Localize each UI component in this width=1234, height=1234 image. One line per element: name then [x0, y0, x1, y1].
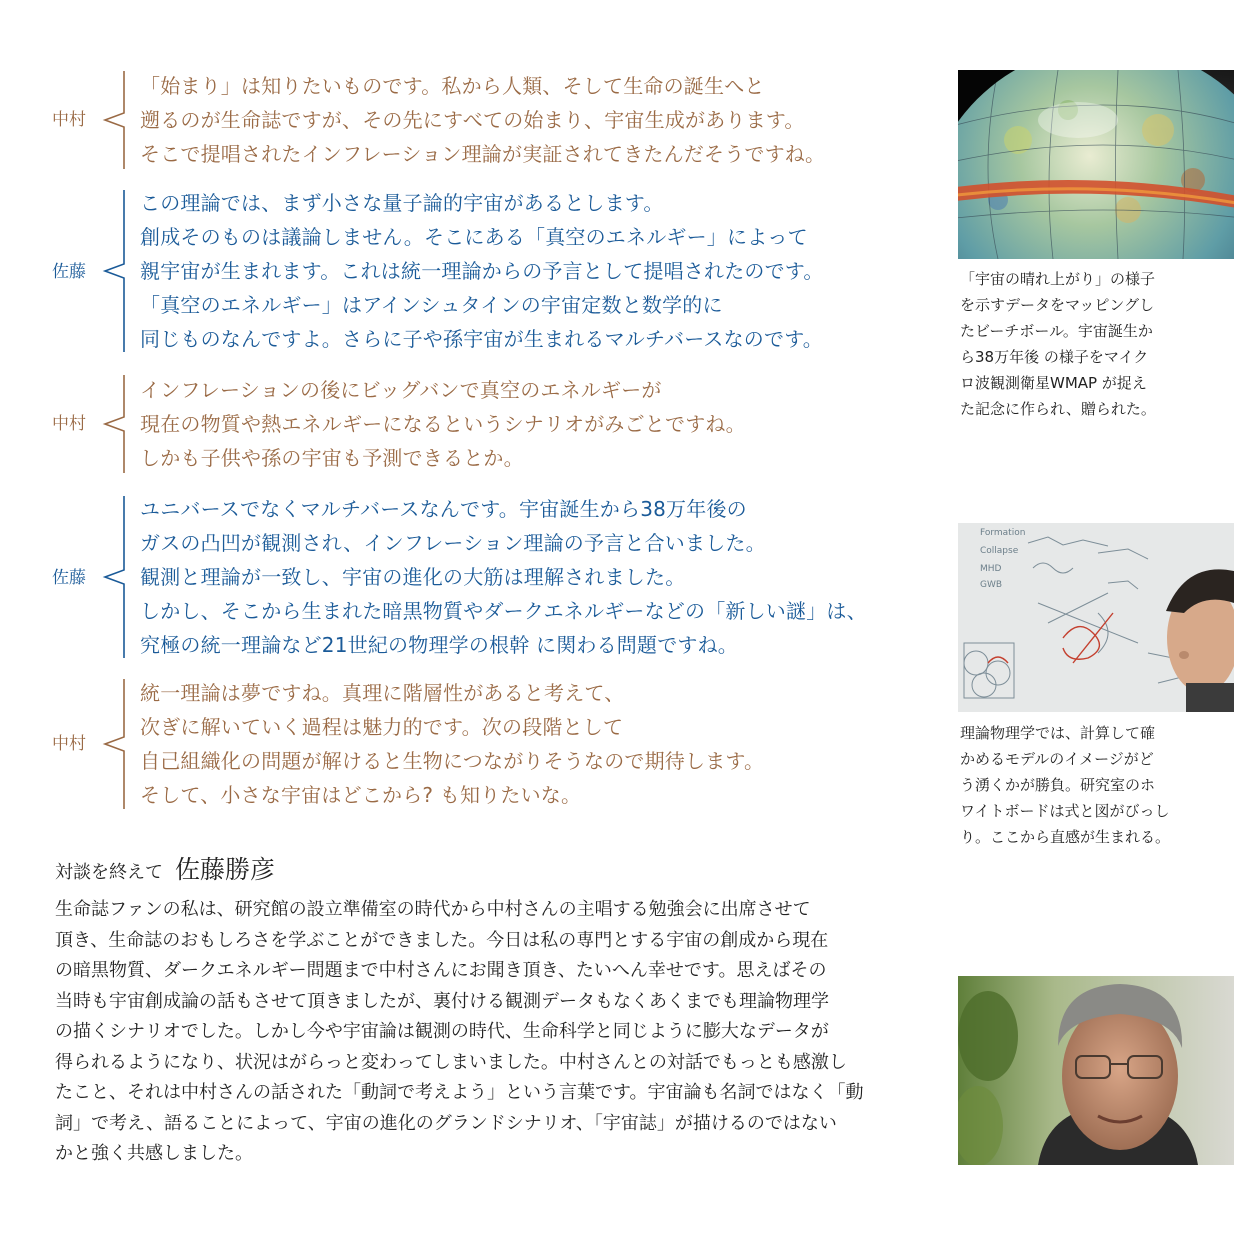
caption-line: た記念に作られ、贈られた。 [960, 400, 1156, 418]
caption-line: かめるモデルのイメージがど [960, 750, 1154, 768]
speaker-bracket [100, 69, 130, 171]
whiteboard-text: Collapse [980, 546, 1019, 556]
dialogue-line: 創成そのものは議論しません。そこにある「真空のエネルギー」によって [140, 225, 808, 249]
dialogue-lines [140, 676, 764, 812]
afterword-label: 対談を終えて [55, 862, 163, 883]
dialogue-line: 統一理論は夢ですね。真理に階層性があると考えて、 [140, 681, 625, 705]
dialogue-block-3 [0, 373, 920, 475]
speaker-bracket [100, 186, 130, 356]
caption-line: たビーチボール。宇宙誕生か [960, 322, 1153, 340]
speaker-bracket [100, 676, 130, 812]
dialogue-line: インフレーションの後にビッグバンで真空のエネルギーが [140, 378, 662, 402]
caption-line: り。ここから直感が生まれる。 [960, 828, 1171, 846]
speaker-bracket [100, 373, 130, 475]
dialogue-lines [140, 69, 825, 171]
globe-photo [958, 70, 1234, 259]
afterword-line: の描くシナリオでした。しかし今や宇宙論は観測の時代、生命科学と同じように膨大なデータが [55, 1021, 829, 1042]
afterword-line: たこと、それは中村さんの話された「動詞で考えよう」という言葉です。宇宙論も名詞ではなく「動 [55, 1082, 864, 1103]
dialogue-lines [140, 186, 824, 356]
whiteboard-text: MHD [980, 564, 1002, 574]
afterword-author: 佐藤勝彦 [175, 855, 276, 884]
afterword-line: かと強く共感しました。 [55, 1143, 253, 1164]
speaker-label: 中村 [52, 414, 86, 434]
dialogue-line: 「真空のエネルギー」はアインシュタインの宇宙定数と数学的に [140, 293, 723, 317]
speaker-bracket [100, 492, 130, 662]
speaker-label: 中村 [52, 734, 86, 754]
caption-line: う湧くかが勝負。研究室のホ [960, 776, 1156, 794]
dialogue-line: 次ぎに解いていく過程は魅力的です。次の段階として [140, 715, 624, 739]
dialogue-line: そして、小さな宇宙はどこから? も知りたいな。 [140, 783, 582, 807]
portrait-photo [958, 976, 1234, 1165]
afterword-line: 当時も宇宙創成論の話もさせて頂きましたが、裏付ける観測データもなくあくまでも理論物理学 [55, 990, 829, 1012]
dialogue-line: 遡るのが生命誌ですが、その先にすべての始まり、宇宙生成があります。 [140, 108, 805, 132]
dialogue-line: しかも子供や孫の宇宙も予測できるとか。 [140, 446, 524, 470]
whiteboard-photo [958, 523, 1234, 712]
dialogue-block-4 [0, 492, 920, 662]
afterword-line: 得られるようになり、状況はがらっと変わってしまいました。中村さんとの対話でもっとも感激し [55, 1051, 847, 1073]
dialogue-block-5 [0, 676, 920, 812]
whiteboard-caption [960, 720, 1230, 850]
dialogue-lines [140, 492, 867, 662]
dialogue-line: しかし、そこから生まれた暗黒物質やダークエネルギーなどの「新しい謎」は、 [140, 599, 867, 623]
dialogue-lines [140, 373, 746, 475]
dialogue-line: この理論では、まず小さな量子論的宇宙があるとします。 [140, 191, 664, 215]
whiteboard-text: Formation [980, 528, 1026, 538]
caption-line: を示すデータをマッピングし [960, 296, 1155, 314]
afterword-line: 詞」で考え、語ることによって、宇宙の進化のグランドシナリオ、「宇宙誌」が描けるのではない [55, 1112, 837, 1134]
afterword-heading [55, 850, 275, 886]
speaker-label: 佐藤 [52, 262, 86, 282]
dialogue-line: ユニバースでなくマルチバースなんです。宇宙誕生から38万年後の [140, 497, 747, 521]
afterword-body [55, 895, 915, 1170]
caption-line: 理論物理学では、計算して確 [960, 724, 1156, 742]
caption-line: ら38万年後 の様子をマイク [960, 348, 1149, 366]
afterword-line: 頂き、生命誌のおもしろさを学ぶことができました。今日は私の専門とする宇宙の創成から現在 [55, 929, 829, 951]
whiteboard-text: GWB [980, 580, 1003, 590]
dialogue-line: 自己組織化の問題が解けると生物につながりそうなので期待します。 [140, 749, 765, 773]
dialogue-line: 親宇宙が生まれます。これは統一理論からの予言として提唱されたのです。 [140, 259, 824, 283]
dialogue-block-2 [0, 186, 920, 356]
caption-line: ロ波観測衛星WMAP が捉え [960, 374, 1147, 392]
speaker-label: 中村 [52, 110, 86, 130]
speaker-label: 佐藤 [52, 568, 86, 588]
dialogue-line: 究極の統一理論など21世紀の物理学の根幹 に関わる問題ですね。 [140, 633, 739, 657]
afterword-line: 生命誌ファンの私は、研究館の設立準備室の時代から中村さんの主唱する勉強会に出席させて [55, 899, 811, 920]
globe-caption [960, 266, 1230, 422]
dialogue-line: ガスの凸凹が観測され、インフレーション理論の予言と合いました。 [140, 531, 766, 555]
dialogue-line: そこで提唱されたインフレーション理論が実証されてきたんだそうですね。 [140, 142, 826, 166]
dialogue-block-1 [0, 69, 920, 171]
dialogue-line: 現在の物質や熱エネルギーになるというシナリオがみごとですね。 [140, 412, 746, 436]
dialogue-line: 観測と理論が一致し、宇宙の進化の大筋は理解されました。 [140, 565, 686, 589]
afterword-line: の暗黒物質、ダークエネルギー問題まで中村さんにお聞き頂き、たいへん幸せです。思えばその [55, 960, 827, 981]
caption-line: ワイトボードは式と図がびっし [960, 802, 1170, 820]
dialogue-line: 「始まり」は知りたいものです。私から人類、そして生命の誕生へと [140, 74, 765, 98]
dialogue-line: 同じものなんですよ。さらに子や孫宇宙が生まれるマルチバースなのです。 [140, 327, 823, 351]
caption-line: 「宇宙の晴れ上がり」の様子 [960, 270, 1156, 288]
